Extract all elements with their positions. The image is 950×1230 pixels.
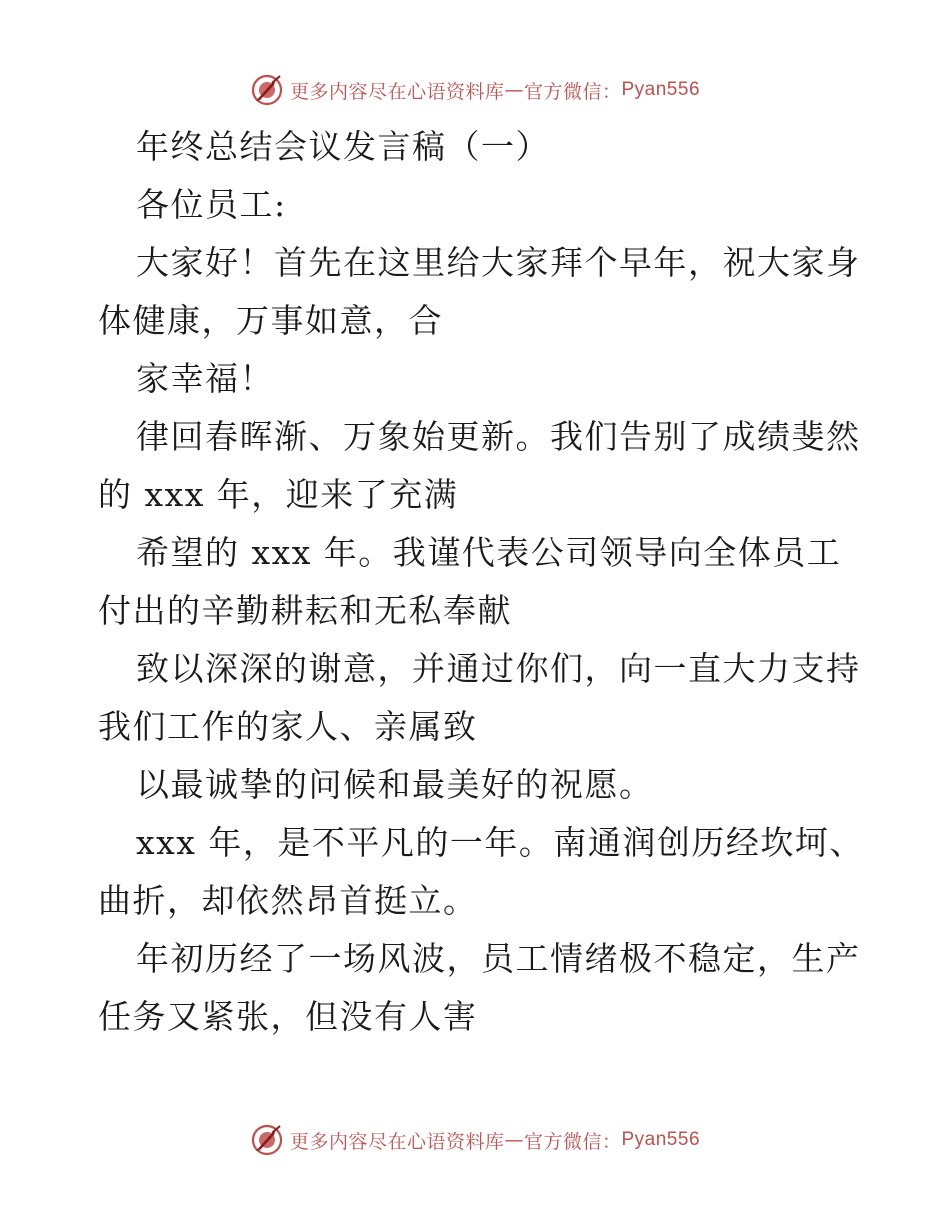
doc-line: 曲折，却依然昂首挺立。 bbox=[98, 881, 478, 920]
watermark-dash: — bbox=[504, 1129, 524, 1151]
watermark-wechat-label: 官方微信： bbox=[523, 1130, 622, 1153]
doc-line: 致以深深的谢意，并通过你们，向一直大力支持 bbox=[136, 649, 861, 688]
quill-logo-icon bbox=[250, 1123, 284, 1157]
footer-watermark bbox=[0, 1120, 950, 1160]
doc-line: 大家好！首先在这里给大家拜个早年，祝大家身 bbox=[136, 243, 861, 282]
watermark-wechat-id: Pyan556 bbox=[621, 79, 701, 100]
doc-line: 付出的辛勤耕耘和无私奉献 bbox=[98, 591, 512, 630]
doc-line: 年初历经了一场风波，员工情绪极不稳定，生产 bbox=[136, 939, 861, 978]
doc-line: 体健康，万事如意，合 bbox=[98, 301, 443, 340]
doc-line: 家幸福！ bbox=[136, 359, 274, 398]
document-body bbox=[98, 118, 864, 1046]
doc-line: 以最诚挚的问候和最美好的祝愿。 bbox=[136, 765, 654, 804]
doc-line: 我们工作的家人、亲属致 bbox=[98, 707, 478, 746]
watermark-site-text: 更多内容尽在心语资料库 bbox=[289, 80, 505, 103]
watermark-wechat-id: Pyan556 bbox=[621, 1129, 701, 1150]
doc-line: 律回春晖渐、万象始更新。我们告别了成绩斐然 bbox=[136, 417, 861, 456]
doc-line: 的 xxx 年，迎来了充满 bbox=[98, 475, 459, 514]
doc-line: 任务又紧张，但没有人害 bbox=[98, 997, 478, 1036]
watermark-dash: — bbox=[504, 79, 524, 101]
watermark-site-text: 更多内容尽在心语资料库 bbox=[289, 1130, 505, 1153]
doc-line: 希望的 xxx 年。我谨代表公司领导向全体员工 bbox=[136, 533, 842, 572]
doc-line: xxx 年，是不平凡的一年。南通润创历经坎坷、 bbox=[136, 823, 864, 862]
header-watermark bbox=[0, 70, 950, 110]
doc-title: 年终总结会议发言稿（一） bbox=[136, 127, 550, 166]
doc-salutation: 各位员工: bbox=[136, 185, 287, 224]
watermark-wechat-label: 官方微信： bbox=[523, 80, 622, 103]
quill-logo-icon bbox=[250, 73, 284, 107]
